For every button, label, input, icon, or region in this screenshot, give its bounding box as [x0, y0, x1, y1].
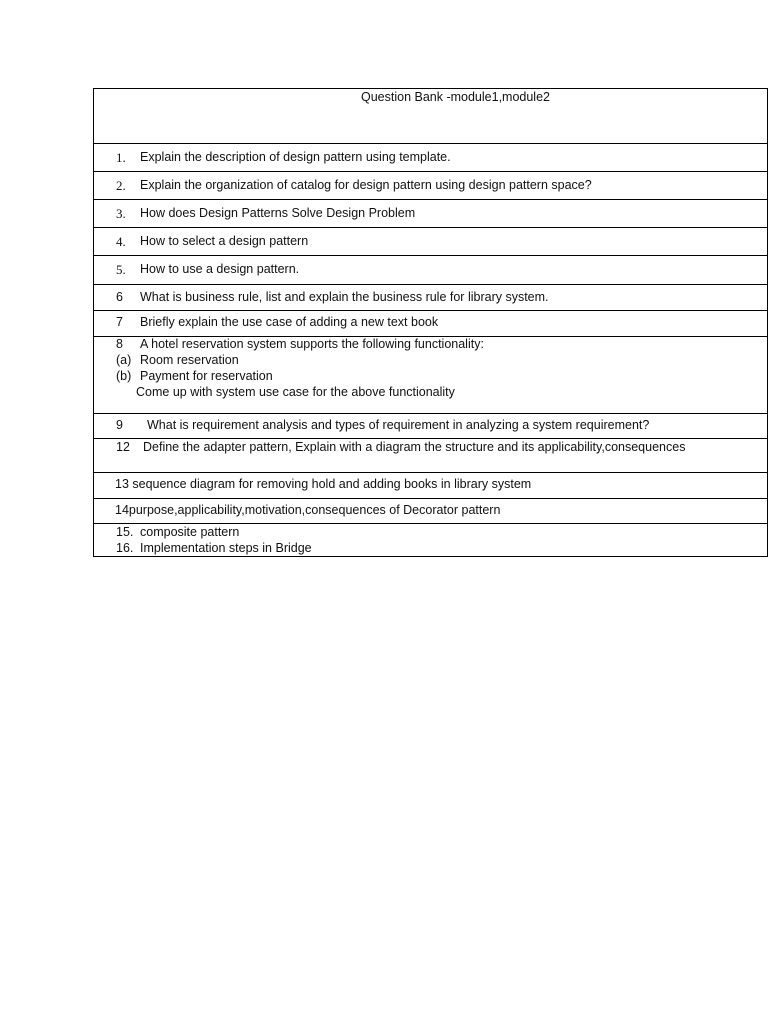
table-row: [94, 337, 767, 414]
table-row: [94, 144, 767, 172]
sub-item-text: Payment for reservation: [140, 369, 273, 383]
question-text: Explain the description of design pattern using template.: [140, 150, 451, 164]
question-number: 1.: [116, 150, 126, 165]
table-row: [94, 256, 767, 285]
question-text: Define the adapter pattern, Explain with a diagram the structure and its applicability,consequences: [143, 440, 686, 454]
question-text: A hotel reservation system supports the following functionality:: [140, 337, 484, 351]
question-text: Implementation steps in Bridge: [140, 541, 312, 555]
question-text: Briefly explain the use case of adding a new text book: [140, 315, 439, 329]
question-text: 14purpose,applicability,motivation,consequences of Decorator pattern: [115, 503, 501, 517]
question-number: 8: [116, 337, 123, 351]
sub-item-text: Room reservation: [140, 353, 239, 367]
question-text: What is requirement analysis and types of requirement in analyzing a system requirement?: [147, 418, 650, 432]
question-followup: Come up with system use case for the above functionality: [136, 385, 455, 399]
table-row: [94, 200, 767, 228]
table-row: [94, 311, 767, 337]
question-text: Explain the organization of catalog for design pattern using design pattern space?: [140, 178, 592, 192]
question-number: 12: [116, 440, 130, 454]
table-row: [94, 228, 767, 256]
question-number: 2.: [116, 178, 126, 193]
page-title: Question Bank -module1,module2: [360, 90, 550, 104]
table-row: [94, 473, 767, 499]
sub-item-label: (b): [116, 369, 132, 383]
question-text: How to use a design pattern.: [140, 262, 300, 276]
question-bank-table: [93, 88, 768, 557]
table-row: [94, 414, 767, 439]
question-number: 9: [116, 418, 123, 432]
question-number: 5.: [116, 262, 126, 277]
question-text: 13 sequence diagram for removing hold and adding books in library system: [115, 477, 532, 491]
table-row: [94, 524, 767, 558]
question-text: What is business rule, list and explain the business rule for library system.: [140, 290, 549, 304]
sub-item-label: (a): [116, 353, 132, 367]
question-number: 6: [116, 290, 123, 304]
question-number: 3.: [116, 206, 126, 221]
question-text: How to select a design pattern: [140, 234, 309, 248]
table-header-row: [94, 89, 767, 144]
question-number: 15.: [116, 525, 134, 539]
table-row: [94, 172, 767, 200]
table-row: [94, 285, 767, 311]
question-text: How does Design Patterns Solve Design Problem: [140, 206, 416, 220]
question-number: 16.: [116, 541, 134, 555]
question-number: 4.: [116, 234, 126, 249]
question-number: 7: [116, 315, 123, 329]
table-row: [94, 499, 767, 524]
table-row: [94, 439, 767, 473]
question-text: composite pattern: [140, 525, 240, 539]
